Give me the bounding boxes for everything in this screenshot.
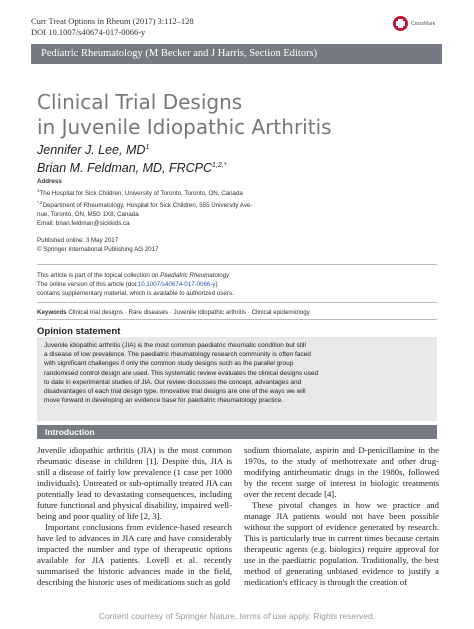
keywords	[37, 308, 437, 317]
footer-notice: Content courtesy of Springer Nature, terms of use apply. Rights reserved.	[98, 611, 376, 621]
address-line-2: $^{*,2}$Department of Rheumatology, Hospital for Sick Children, 555 University Ave-	[37, 200, 253, 210]
author-list	[37, 140, 226, 176]
journal-citation: Curr Treat Options in Rheum (2017) 3:112–128	[31, 16, 194, 26]
opinion-line: to date in experimental studies of JIA. Our review discusses the concept, advantages and	[44, 378, 302, 386]
crossmark-link[interactable]	[393, 16, 435, 31]
publication-info	[37, 236, 159, 254]
address-block	[37, 177, 437, 228]
opinion-heading: Opinion statement	[37, 326, 121, 337]
divider	[37, 319, 437, 320]
opinion-line: Juvenile idiopathic arthritis (JIA) is the most common paediatric rheumatic condition but still	[44, 342, 306, 349]
journal-header	[31, 16, 194, 38]
body-column-left	[37, 445, 232, 588]
section-banner: Pediatric Rheumatology (M Becker and J Harris, Section Editors)	[31, 44, 442, 64]
address-line-1: $^1$The Hospital for Sick Children, University of Toronto, Toronto, ON, Canada	[37, 188, 243, 198]
journal-doi: DOI 10.1007/s40674-017-0066-y	[31, 27, 146, 37]
opinion-line: a disease of low prevalence. The paediatric rheumatology research community is often faced	[44, 351, 311, 359]
divider	[37, 302, 437, 303]
body-column-right	[244, 445, 439, 588]
collection-line-2: The online version of this article (doi:10.1007/s40674-017-0066-y)	[37, 281, 218, 288]
collection-line-1: This article is part of the topical collection on Paediatric Rheumatology	[37, 272, 230, 279]
published-date: Published online: 3 May 2017	[37, 237, 119, 244]
address-heading: Address	[37, 178, 62, 185]
paragraph: sodium thiomalate, aspirin and D-penicillamine in the 1970s, to the study of methotrexate and other drug-modifying antirheumatic drugs in the 1980s, followed by the recent surge of interest in biologic treatments over the recent decade [4].	[244, 445, 439, 499]
copyright: © Springer International Publishing AG 2017	[37, 246, 159, 253]
opinion-statement	[37, 337, 437, 421]
collection-note	[37, 271, 437, 298]
paragraph: Juvenile idiopathic arthritis (JIA) is the most common rheumatic disease in children [1]. Despite this, JIA is still a disease of fairly low prevalence (1 case per 1000 individuals). Untreated or sub-optimally treated JIA can potentially lead to devastating consequences, including future functional and physical disability, impaired well-being and poor quality of life [2, 3].	[37, 445, 232, 521]
opinion-line: disadvantages of each trial design type. Innovative trial designs are one of the ways we will	[44, 388, 306, 396]
article-title	[37, 90, 437, 140]
opinion-line: randomised control design are used. This systematic review evaluates the clinical designs used	[44, 369, 319, 377]
paragraph: Important conclusions from evidence-based research have led to advances in JIA care and have considerably impacted the number and type of therapeutic options available for JIA patients. Lovell et al. recently summarised the historic advances made in the field, describing the historic uses of medications such as gold	[37, 522, 232, 587]
introduction-heading: Introduction	[37, 425, 437, 439]
title-line-1: Clinical Trial Designs	[37, 90, 243, 114]
divider	[37, 264, 437, 265]
paragraph: These pivotal changes in how we practice and manage JIA patients would not have been possible without the support of evidence generated by research. This is particularly true in current times because certain therapeutic agents (e.g. biologics) require approval for use in the paediatric population. Traditionally, the best method of generating unbiased evidence to justify a medication's efficacy is through the creation of	[244, 500, 439, 587]
opinion-line: move forward in developing an evidence base for paediatric rheumatology practice.	[44, 397, 284, 405]
keywords-text: Clinical trial designs · Rare diseases · Juvenile idiopathic arthritis · Clinical epidemiology	[68, 309, 310, 316]
crossmark-label: CrossMark	[411, 20, 436, 27]
doi-link[interactable]: 10.1007/s40674-017-0066-y	[137, 281, 216, 288]
keywords-label: Keywords	[37, 309, 67, 316]
author-2: Brian M. Feldman, MD, $FRCPC^{1,2,*}$	[37, 161, 227, 176]
crossmark-icon	[393, 16, 408, 31]
opinion-line: with significant challenges if only the common study designs such as the parallel group	[44, 360, 294, 368]
address-email[interactable]: Email: brian.feldman@sickkids.ca	[37, 220, 130, 228]
author-1: Jennifer J. Lee, $MD^1$	[37, 143, 150, 158]
address-line-3: nue, Toronto, ON, M5G 1X8, Canada	[37, 211, 139, 219]
collection-line-3: contains supplementary material, which is available to authorized users.	[37, 290, 234, 297]
title-line-2: in Juvenile Idiopathic Arthritis	[37, 115, 332, 139]
